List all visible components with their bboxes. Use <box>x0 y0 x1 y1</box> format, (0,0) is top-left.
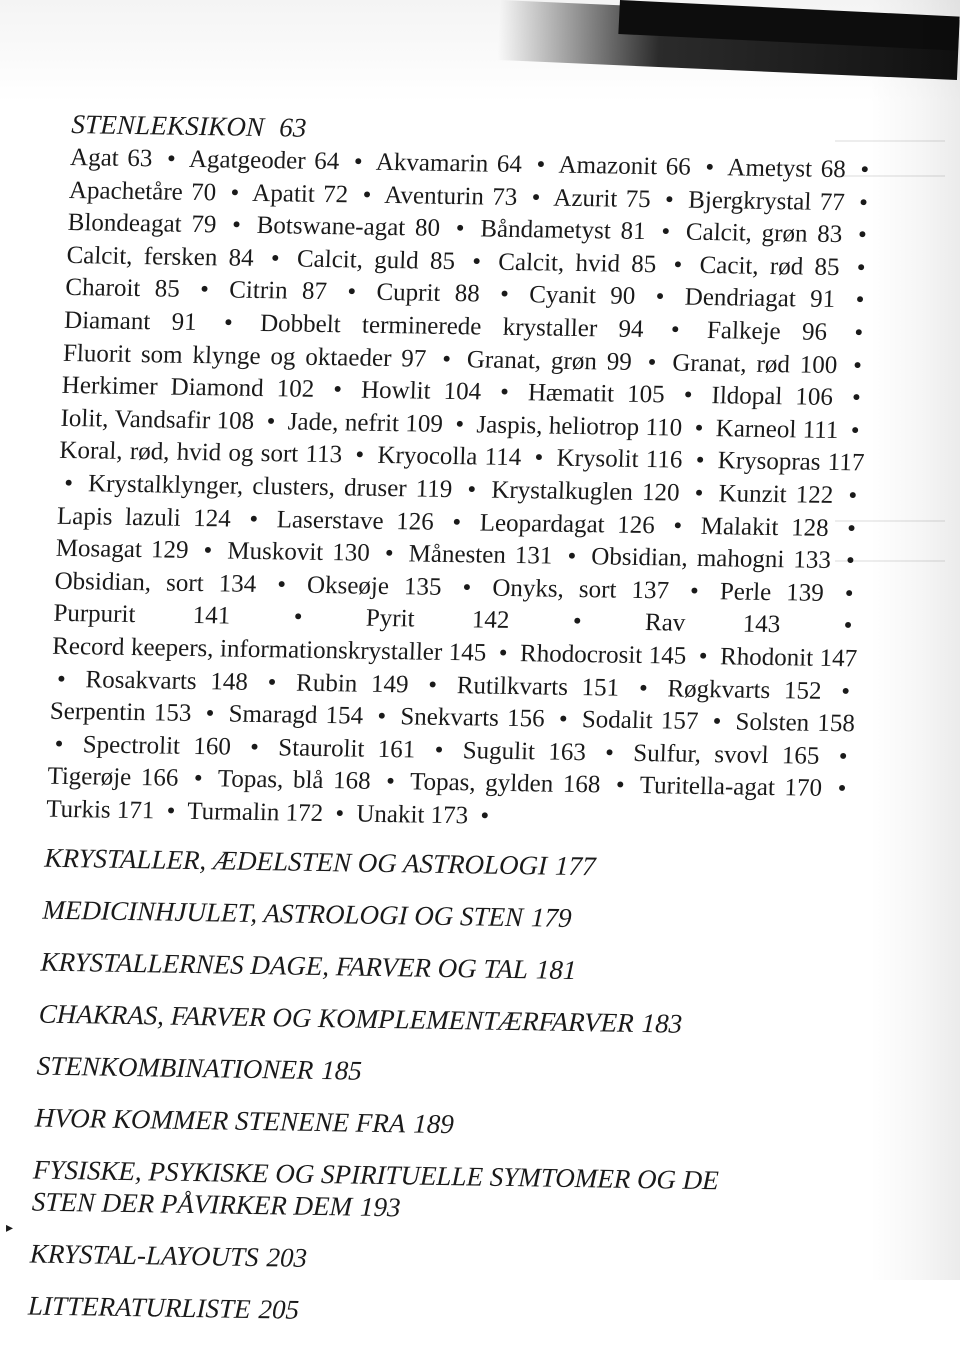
stone-entry: Aventurin 73 <box>383 181 518 211</box>
toc-page-number: 177 <box>554 851 597 882</box>
stone-entry: Granat, grøn 99 <box>466 345 633 376</box>
toc-title: HVOR KOMMER STENENE FRA <box>34 1103 406 1139</box>
stone-entry: Apatit 72 <box>251 179 349 208</box>
stone-entry: Obsidian, mahogni 133 <box>590 543 832 575</box>
bullet-separator: • <box>166 797 176 825</box>
stone-entry: Serpentin 153 <box>49 697 192 728</box>
stone-entry: Okseøje 135 <box>306 571 443 601</box>
stone-entry: Dendriagat 91 <box>684 284 836 314</box>
bullet-separator: • <box>683 381 693 409</box>
toc-title: KRYSTALLER, ÆDELSTEN OG ASTROLOGI <box>43 843 548 882</box>
bullet-separator: • <box>451 508 462 536</box>
stone-entry: Rhodocrosit 145 <box>519 640 687 670</box>
bullet-separator: • <box>54 730 64 758</box>
stone-entry: Karneol 111 <box>715 414 839 444</box>
bullet-separator: • <box>248 505 259 533</box>
bullet-separator: • <box>844 579 855 608</box>
stone-entry: Ildopal 106 <box>711 382 834 412</box>
stone-entry: Muskovit 130 <box>226 537 371 567</box>
bullet-separator: • <box>353 148 364 176</box>
bullet-separator: • <box>466 476 477 504</box>
bullet-separator: • <box>698 642 709 670</box>
toc-page-number: 203 <box>265 1242 308 1274</box>
stone-entry: Jade, nefrit 109 <box>287 408 444 438</box>
stone-entry: Hæmatit 105 <box>527 379 666 409</box>
stone-entry: Smaragd 154 <box>228 700 364 730</box>
toc-list <box>27 842 854 1335</box>
stone-entry: Botswane-agat 80 <box>256 212 441 242</box>
toc-item[interactable] <box>29 1238 840 1283</box>
stone-entry: Citrin 87 <box>228 276 328 306</box>
bullet-separator: • <box>840 677 851 705</box>
stone-entry: Ametyst 68 <box>726 154 847 184</box>
stone-entry: Kryocolla 114 <box>376 442 522 472</box>
stone-entry: Krysopras 117 <box>717 447 865 477</box>
stone-entry: Cyanit 90 <box>528 281 636 311</box>
stone-entry: Røgkvarts 152 <box>667 674 823 705</box>
bullet-separator: • <box>56 665 67 693</box>
toc-page-number: 183 <box>641 1008 683 1040</box>
bullet-separator: • <box>638 674 649 702</box>
stone-entry: Cuprit 88 <box>375 279 481 308</box>
stone-entry: Topas, blå 168 <box>217 765 372 796</box>
stone-entry: Lapis lazuli 124 <box>56 502 232 533</box>
bullet-separator: • <box>293 603 303 631</box>
stone-entry: Obsidian, sort 134 <box>54 567 257 598</box>
bullet-separator: • <box>441 345 452 373</box>
toc-title: LITTERATURLISTE <box>27 1290 252 1325</box>
toc-item[interactable] <box>44 842 855 887</box>
bullet-separator: • <box>660 218 671 246</box>
toc-title: STENKOMBINATIONER <box>36 1051 314 1086</box>
stone-entry: Koral, rød, hvid og sort 113 <box>58 437 343 469</box>
bullet-separator: • <box>857 221 868 249</box>
stone-entry: Record keepers, informationskrystaller 145 <box>51 632 487 667</box>
stone-entry: Akvamarin 64 <box>375 148 523 179</box>
toc-item[interactable] <box>38 998 849 1043</box>
toc-title: CHAKRAS, FARVER OG KOMPLEMENTÆRFARVER <box>38 999 635 1039</box>
bullet-separator: • <box>346 278 357 306</box>
section-page-number: 63 <box>278 112 308 143</box>
toc-item[interactable] <box>42 894 853 939</box>
toc-page-number: 179 <box>530 902 573 934</box>
bullet-separator: • <box>267 668 277 696</box>
stone-entry: Topas, gylden 168 <box>409 768 601 799</box>
stone-entry: Calcit, fersken 84 <box>66 241 255 272</box>
stone-entry: Onyks, sort 137 <box>491 574 670 605</box>
stone-entry: Spectrolit 160 <box>82 730 232 761</box>
toc-page-number: 185 <box>320 1055 363 1087</box>
stone-entry: Månesten 131 <box>408 540 553 570</box>
stone-entry: Apachetåre 70 <box>68 176 217 206</box>
bullet-separator: • <box>223 309 234 337</box>
stone-entries <box>46 142 876 839</box>
bullet-separator: • <box>231 211 242 239</box>
toc-item[interactable] <box>40 946 851 991</box>
stray-mark: ▸ <box>6 1221 14 1236</box>
bullet-separator: • <box>434 736 444 764</box>
stone-entry: Pyrit 142 <box>365 604 510 635</box>
bullet-separator: • <box>362 181 372 209</box>
stone-entry: Calcit, grøn 83 <box>685 218 843 249</box>
bullet-separator: • <box>471 248 482 276</box>
stone-entry: Purpurit 141 <box>52 600 231 630</box>
bullet-separator: • <box>276 571 287 599</box>
bullet-separator: • <box>604 739 615 767</box>
bullet-separator: • <box>673 251 683 279</box>
bullet-separator: • <box>647 348 657 376</box>
stone-entry: Sodalit 157 <box>581 706 699 736</box>
table-of-contents <box>27 108 882 1355</box>
stone-entry: Leopardagat 126 <box>479 508 656 539</box>
bullet-separator: • <box>462 573 472 602</box>
bullet-separator: • <box>694 479 704 507</box>
bullet-separator: • <box>670 316 681 344</box>
bullet-separator: • <box>376 702 387 731</box>
bullet-separator: • <box>664 185 675 214</box>
bullet-separator: • <box>655 283 665 311</box>
bullet-separator: • <box>850 417 861 445</box>
stone-entry: Azurit 75 <box>552 184 652 213</box>
bullet-separator: • <box>695 447 705 475</box>
stone-entry: Laserstave 126 <box>276 505 435 536</box>
stone-entry: Dobbelt terminerede krystaller 94 <box>259 309 645 343</box>
bullet-separator: • <box>454 410 465 438</box>
toc-page-number: 193 <box>359 1192 402 1223</box>
stone-entry: Granat, rød 100 <box>671 349 838 379</box>
stone-entry: Rhodonit 147 <box>719 643 858 673</box>
stone-entry: Sugulit 163 <box>462 736 587 766</box>
bullet-separator: • <box>479 802 490 830</box>
bullet-separator: • <box>843 612 853 640</box>
stone-entry: Bjergkrystal 77 <box>687 186 846 216</box>
toc-item[interactable] <box>34 1102 845 1147</box>
toc-page-number: 181 <box>535 954 577 986</box>
stone-entry: Unakit 173 <box>355 800 469 830</box>
stone-entry: Båndametyst 81 <box>479 215 647 246</box>
stone-entry: Turmalin 172 <box>186 797 324 827</box>
bullet-separator: • <box>385 768 396 796</box>
bullet-separator: • <box>332 376 343 404</box>
stone-entry: Perle 139 <box>719 577 825 607</box>
stone-entry: Solsten 158 <box>735 708 856 738</box>
bullet-separator: • <box>203 537 213 565</box>
bullet-separator: • <box>63 469 74 497</box>
bullet-separator: • <box>249 733 260 761</box>
toc-item[interactable] <box>36 1050 847 1095</box>
bullet-separator: • <box>704 153 715 182</box>
bullet-separator: • <box>672 512 683 540</box>
page-gutter-shadow <box>870 0 960 1280</box>
bullet-separator: • <box>166 145 177 173</box>
stone-entry: Malakit 128 <box>700 512 830 542</box>
stone-entry: Snekvarts 156 <box>399 703 546 733</box>
toc-page-number: 189 <box>412 1108 455 1140</box>
bullet-separator: • <box>566 542 577 571</box>
stone-entry: Krystalkuglen 120 <box>490 476 681 507</box>
stone-entry: Diamant 91 <box>63 306 198 336</box>
stone-entry: Turitella-agat 170 <box>639 772 823 803</box>
stone-entry: Calcit, guld 85 <box>296 245 456 275</box>
stone-entry: Mosagat 129 <box>55 534 190 565</box>
stone-entry: Herkimer Diamond 102 <box>61 372 315 403</box>
bullet-separator: • <box>846 514 857 542</box>
bullet-separator: • <box>615 771 626 800</box>
stone-entry: Krysolit 116 <box>556 445 683 474</box>
bullet-separator: • <box>499 378 510 407</box>
bullet-separator: • <box>856 254 867 282</box>
bullet-separator: • <box>694 414 704 442</box>
bullet-separator: • <box>712 708 722 736</box>
bullet-separator: • <box>572 608 583 636</box>
bullet-separator: • <box>858 188 869 217</box>
stone-entry: Agatgeoder 64 <box>188 145 340 176</box>
stone-entry: Calcit, hvid 85 <box>497 248 657 278</box>
stone-entry: Tigerøje 166 <box>46 762 179 793</box>
bullet-separator: • <box>384 540 395 568</box>
stone-entry: Rubin 149 <box>295 669 410 698</box>
toc-page-number: 205 <box>258 1294 300 1326</box>
bullet-separator: • <box>354 441 365 469</box>
stone-entry: Agat 63 <box>69 143 153 173</box>
bullet-separator: • <box>205 700 215 728</box>
bullet-separator: • <box>193 765 204 793</box>
toc-title: STEN DER PÅVIRKER DEM <box>31 1186 353 1222</box>
stone-entry: Fluorit som klynge og oktaeder 97 <box>62 339 427 373</box>
stone-entry: Cacit, rød 85 <box>699 251 841 281</box>
stone-entry: Kunzit 122 <box>718 480 834 509</box>
bullet-separator: • <box>838 742 849 770</box>
bullet-separator: • <box>853 319 864 347</box>
bullet-separator: • <box>427 671 438 699</box>
stone-entry: Iolit, Vandsafir 108 <box>60 404 255 435</box>
bullet-separator: • <box>859 156 870 184</box>
bullet-separator: • <box>855 286 865 314</box>
stone-entry: Krystalklynger, clusters, druser 119 <box>87 470 453 503</box>
stone-entry: Rav 143 <box>644 609 781 639</box>
bullet-separator: • <box>266 407 276 435</box>
toc-title: KRYSTALLERNES DAGE, FARVER OG TAL <box>40 947 529 985</box>
bullet-separator: • <box>536 151 546 179</box>
bullet-separator: • <box>852 351 863 379</box>
toc-title: KRYSTAL-LAYOUTS <box>29 1238 260 1273</box>
bullet-separator: • <box>558 705 569 733</box>
stone-entry: Staurolit 161 <box>277 734 416 764</box>
toc-item[interactable] <box>27 1290 838 1335</box>
bullet-separator: • <box>270 244 281 273</box>
stone-entry: Rosakvarts 148 <box>85 665 249 696</box>
stone-entry: Rutilkvarts 151 <box>456 671 620 702</box>
stone-entry: Sulfur, svovl 165 <box>632 739 820 770</box>
bullet-separator: • <box>499 281 510 309</box>
stone-entry: Blondeagat 79 <box>67 209 217 239</box>
bullet-separator: • <box>534 444 544 472</box>
bullet-separator: • <box>334 800 345 828</box>
bullet-separator: • <box>845 547 856 575</box>
bullet-separator: • <box>199 276 210 304</box>
section-title: STENLEKSIKON <box>70 108 265 143</box>
bullet-separator: • <box>837 775 847 803</box>
bullet-separator: • <box>531 183 541 211</box>
toc-item[interactable] <box>31 1154 843 1231</box>
stone-entry: Jaspis, heliotrop 110 <box>476 411 683 442</box>
bullet-separator: • <box>455 215 466 243</box>
stone-entry: Falkeje 96 <box>706 316 828 346</box>
bullet-separator: • <box>498 639 509 667</box>
bullet-separator: • <box>847 482 858 510</box>
bullet-separator: • <box>851 384 862 412</box>
stone-entry: Amazonit 66 <box>558 151 692 181</box>
stone-entry: Charoit 85 <box>64 274 181 304</box>
stone-entry: Turkis 171 <box>45 795 155 825</box>
toc-title: MEDICINHJULET, ASTROLOGI OG STEN <box>42 895 524 933</box>
stone-entry: Howlit 104 <box>360 376 482 406</box>
bullet-separator: • <box>689 577 700 605</box>
toc-title: FYSISKE, PSYKISKE OG SPIRITUELLE SYMTOMER OG DE <box>32 1154 720 1196</box>
bullet-separator: • <box>230 179 240 207</box>
